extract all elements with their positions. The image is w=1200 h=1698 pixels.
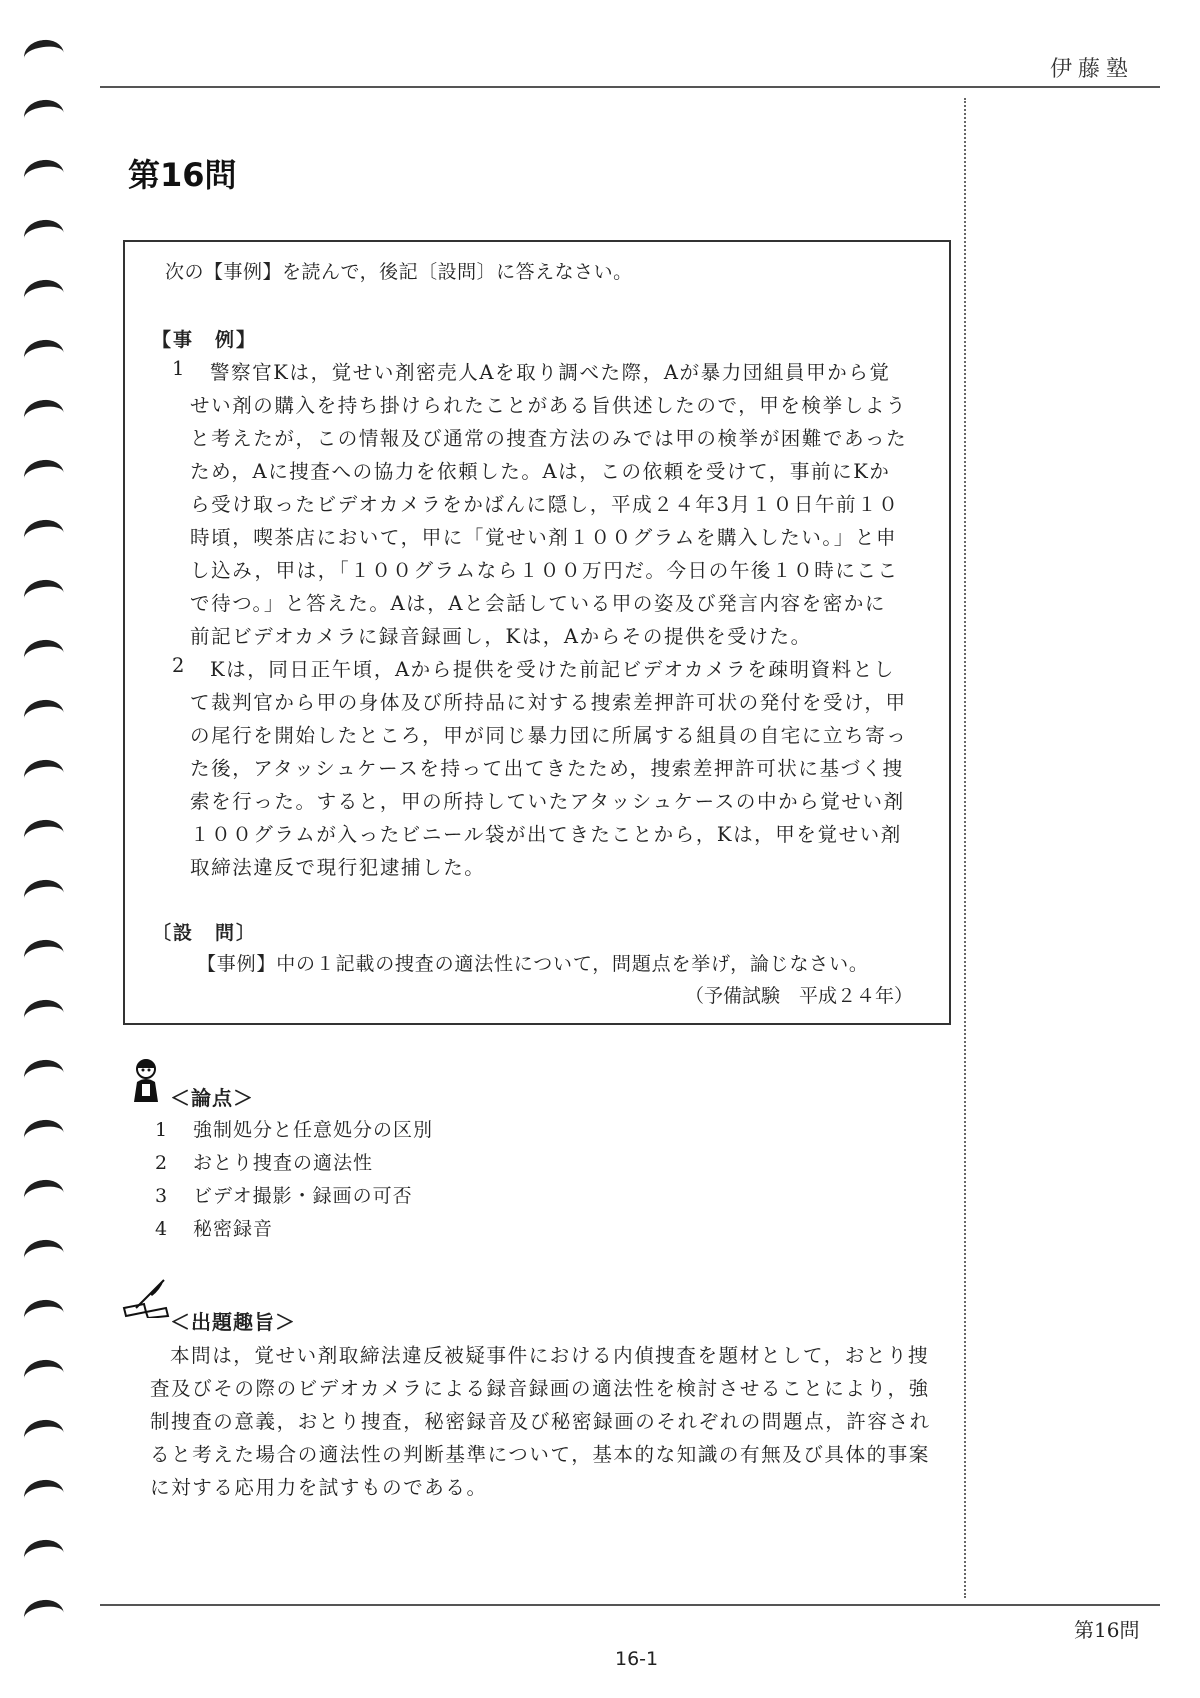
case-item-number: 2 [172,654,185,677]
binder-ring-icon [22,97,66,133]
binder-ring-icon [22,637,66,673]
binder-ring-icon [22,517,66,553]
binder-ring-icon [22,37,66,73]
binder-ring-icon [22,337,66,373]
case-line: Kは，同日正午頃，Aから提供を受けた前記ビデオカメラを疎明資料とし [210,658,895,681]
person-icon [130,1058,162,1104]
binder-ring-icon [22,1297,66,1333]
list-item [155,1181,413,1208]
case-heading: 【事 例】 [152,329,258,351]
case-line: 前記ビデオカメラに録音録画し，Kは，Aからその提供を受けた。 [190,625,812,648]
binder-ring-icon [22,217,66,253]
case-line: 取締法違反で現行犯逮捕した。 [190,856,486,879]
binder-ring-icon [22,997,66,1033]
setsumon-heading: 〔設 問〕 [152,922,258,944]
intent-line: 本問は，覚せい剤取締法違反被疑事件における内偵捜査を題材として，おとり捜 [170,1344,930,1367]
case-line: と考えたが，この情報及び通常の捜査方法のみでは甲の検挙が困難であった [190,427,908,450]
binder-ring-icon [22,1117,66,1153]
source-note: （予備試験 平成２４年） [685,985,914,1007]
binder-ring-icon [22,157,66,193]
intent-line: に対する応用力を試すものである。 [150,1476,488,1499]
binder-rings [18,30,78,1670]
page-title: 第16問 [128,156,237,194]
binder-ring-icon [22,1177,66,1213]
list-item-text: 秘密録音 [193,1218,274,1240]
case-line: た後，アタッシュケースを持って出てきたため，捜索差押許可状に基づく捜 [190,757,904,780]
binder-ring-icon [22,457,66,493]
case-line: ら受け取ったビデオカメラをかばんに隠し，平成２４年3月１０日午前１０ [190,493,900,516]
case-line: で待つ。」と答えた。Aは，Aと会話している甲の姿及び発言内容を密かに [190,592,887,615]
list-item-number: 2 [155,1152,169,1174]
top-rule [100,86,1160,88]
case-line: １００グラムが入ったビニール袋が出てきたことから，Kは，甲を覚せい剤 [190,823,902,846]
list-item-number: 3 [155,1185,169,1207]
binder-ring-icon [22,397,66,433]
case-line: ため，Aに捜査への協力を依頼した。Aは，この依頼を受けて，事前にKか [190,460,891,483]
binder-ring-icon [22,1417,66,1453]
instruction-text: 次の【事例】を読んで，後記〔設問〕に答えなさい。 [165,261,633,283]
binder-ring-icon [22,1477,66,1513]
setsumon-text: 【事例】中の１記載の捜査の適法性について，問題点を挙げ，論じなさい。 [197,953,869,975]
margin-dotted-line [964,98,966,1598]
quill-book-icon [122,1278,170,1318]
binder-ring-icon [22,877,66,913]
case-line: せい剤の購入を持ち掛けられたことがある旨供述したので，甲を検挙しよう [190,394,908,417]
list-item-number: 4 [155,1218,169,1240]
case-item-number: 1 [172,357,185,380]
binder-ring-icon [22,577,66,613]
binder-ring-icon [22,1597,66,1633]
case-line: て裁判官から甲の身体及び所持品に対する捜索差押許可状の発付を受け，甲 [190,691,907,714]
list-item [155,1214,273,1241]
binder-ring-icon [22,1237,66,1273]
list-item [155,1115,433,1142]
list-item-text: 強制処分と任意処分の区別 [193,1119,434,1141]
binder-ring-icon [22,937,66,973]
case-line: し込み，甲は，「１００グラムなら１００万円だ。今日の午後１０時にここ [190,559,899,582]
intent-line: ると考えた場合の適法性の判断基準について，基本的な知識の有無及び具体的事案 [150,1443,930,1466]
intent-heading: ＜出題趣旨＞ [170,1310,296,1334]
list-item-text: おとり捜査の適法性 [193,1152,374,1174]
binder-ring-icon [22,757,66,793]
binder-ring-icon [22,277,66,313]
binder-ring-icon [22,1537,66,1573]
school-name: 伊藤塾 [1050,57,1135,82]
points-heading: ＜論点＞ [170,1086,254,1110]
case-line: の尾行を開始したところ，甲が同じ暴力団に所属する組員の自宅に立ち寄っ [190,724,908,747]
bottom-rule [100,1604,1160,1606]
binder-ring-icon [22,817,66,853]
case-line: 警察官Kは，覚せい剤密売人Aを取り調べた際，Aが暴力団組員甲から覚 [210,361,891,384]
footer-problem-mark: 第16問 [1074,1618,1140,1642]
list-item-number: 1 [155,1119,169,1141]
case-line: 時頃，喫茶店において，甲に「覚せい剤１００グラムを購入したい。」と申 [190,526,898,549]
intent-line: 査及びその際のビデオカメラによる録音録画の適法性を検討させることにより，強 [150,1377,930,1400]
page-number: 16-1 [615,1648,659,1670]
intent-line: 制捜査の意義，おとり捜査，秘密録音及び秘密録画のそれぞれの問題点，許容され [150,1410,931,1433]
case-line: 索を行った。すると，甲の所持していたアタッシュケースの中から覚せい剤 [190,790,905,813]
list-item [155,1148,373,1175]
binder-ring-icon [22,697,66,733]
list-item-text: ビデオ撮影・録画の可否 [193,1185,413,1207]
binder-ring-icon [22,1357,66,1393]
binder-ring-icon [22,1057,66,1093]
